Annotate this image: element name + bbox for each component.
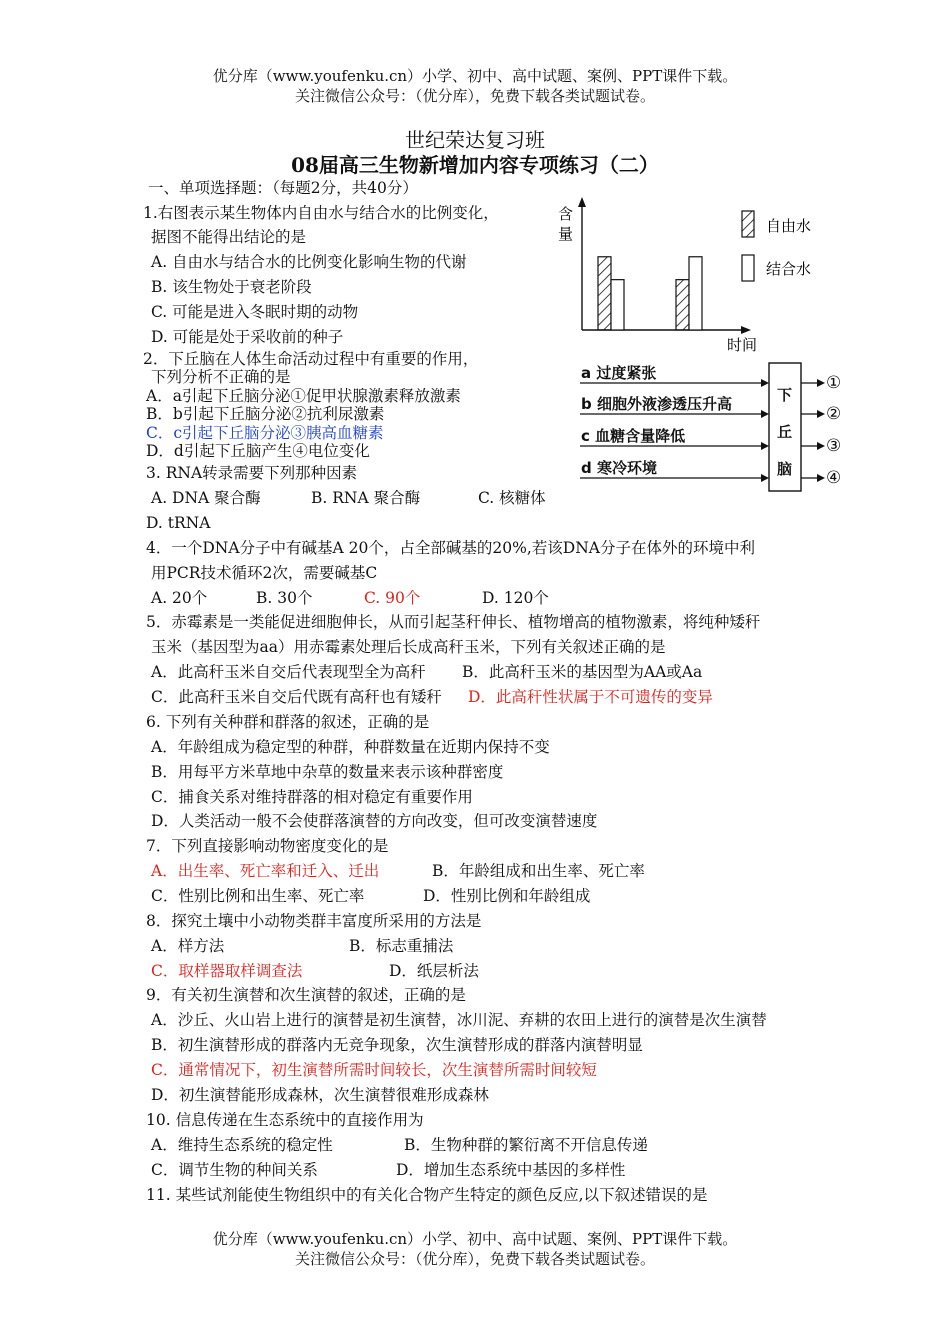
diagram-box-char-1: 下 <box>777 386 793 404</box>
q2-option-d: D．d引起下丘脑产生④电位变化 <box>146 442 370 460</box>
q9-option-a: A．沙丘、火山岩上进行的演替是初生演替，冰川泥、弃耕的农田上进行的演替是次生演替 <box>151 1011 767 1029</box>
water-ratio-chart <box>540 195 840 360</box>
diagram-box-char-3: 脑 <box>777 460 793 478</box>
q4-stem-2: 用PCR技术循环2次，需要碱基C <box>151 564 378 582</box>
legend-label-free-water: 自由水 <box>766 217 812 235</box>
q1-option-a: A. 自由水与结合水的比例变化影响生物的代谢 <box>151 253 467 271</box>
q5-option-d: D．此高秆性状属于不可遗传的变异 <box>468 688 713 706</box>
page-subtitle: 08届高三生物新增加内容专项练习（二） <box>291 153 659 177</box>
chart-ylabel-1: 含 <box>558 205 574 223</box>
q9-option-b: B．初生演替形成的群落内无竞争现象，次生演替形成的群落内演替明显 <box>151 1036 643 1054</box>
q5-stem-2: 玉米（基因型为aa）用赤霉素处理后长成高秆玉米，下列有关叙述正确的是 <box>151 638 666 656</box>
q6-option-b: B．用每平方米草地中杂草的数量来表示该种群密度 <box>151 763 504 781</box>
header-line-2: 关注微信公众号：（优分库），免费下载各类试题试卷。 <box>294 87 655 105</box>
diagram-input-a: a 过度紧张 <box>581 364 657 382</box>
q1-stem-1: 1.右图表示某生物体内自由水与结合水的比例变化， <box>143 204 499 222</box>
q3-option-b: B. RNA 聚合酶 <box>311 489 421 507</box>
q9-option-c: C．通常情况下，初生演替所需时间较长，次生演替所需时间较短 <box>151 1061 597 1079</box>
q5-option-a: A．此高秆玉米自交后代表现型全为高秆 <box>151 663 426 681</box>
q7-option-a: A．出生率、死亡率和迁入、迁出 <box>151 862 380 880</box>
bar-bound-water-1 <box>611 280 624 330</box>
q7-option-b: B．年龄组成和出生率、死亡率 <box>432 862 645 880</box>
q7-stem: 7．下列直接影响动物密度变化的是 <box>146 837 389 855</box>
q5-option-c: C．此高秆玉米自交后代既有高秆也有矮秆 <box>151 688 442 706</box>
diagram-box-char-2: 丘 <box>777 423 793 441</box>
q10-option-a: A．维持生态系统的稳定性 <box>151 1136 333 1154</box>
y-axis-arrow <box>578 197 586 207</box>
q5-option-b: B．此高秆玉米的基因型为AA或Aa <box>462 663 703 681</box>
q10-option-d: D．增加生态系统中基因的多样性 <box>396 1161 626 1179</box>
q8-option-b: B．标志重捕法 <box>349 937 454 955</box>
diagram-output-2: ② <box>826 404 842 424</box>
q3-stem: 3. RNA转录需要下列那种因素 <box>146 464 358 482</box>
bar-free-water-2 <box>676 280 689 330</box>
diagram-output-3: ③ <box>826 436 842 456</box>
q2-option-b: B．b引起下丘脑分泌②抗利尿激素 <box>146 405 385 423</box>
q9-option-d: D．初生演替能形成森林，次生演替很难形成森林 <box>151 1086 489 1104</box>
footer-line-2: 关注微信公众号：（优分库），免费下载各类试题试卷。 <box>294 1250 655 1268</box>
q4-option-b: B. 30个 <box>256 589 313 607</box>
q2-stem-2: 下列分析不正确的是 <box>151 368 291 386</box>
q9-stem: 9．有关初生演替和次生演替的叙述，正确的是 <box>146 986 466 1004</box>
legend-label-bound-water: 结合水 <box>766 260 812 278</box>
q7-option-c: C．性别比例和出生率、死亡率 <box>151 887 365 905</box>
diagram-output-4: ④ <box>826 468 842 488</box>
chart-ylabel-2: 量 <box>558 225 574 243</box>
q4-option-d: D. 120个 <box>482 589 549 607</box>
q7-option-d: D．性别比例和年龄组成 <box>423 887 591 905</box>
q1-stem-2: 据图不能得出结论的是 <box>151 228 307 246</box>
q1-option-b: B. 该生物处于衰老阶段 <box>151 278 312 296</box>
q8-option-c: C．取样器取样调查法 <box>151 962 303 980</box>
q2-option-a: A．a引起下丘脑分泌①促甲状腺激素释放激素 <box>146 387 461 405</box>
q11-stem: 11. 某些试剂能使生物组织中的有关化合物产生特定的颜色反应,以下叙述错误的是 <box>146 1186 708 1204</box>
q6-option-c: C．捕食关系对维持群落的相对稳定有重要作用 <box>151 788 473 806</box>
q1-option-d: D. 可能是处于采收前的种子 <box>151 328 344 346</box>
footer-line-1: 优分库（www.youfenku.cn）小学、初中、高中试题、案例、PPT课件下载。 <box>212 1230 738 1248</box>
page-title: 世纪荣达复习班 <box>405 128 545 152</box>
bar-free-water-1 <box>598 257 611 330</box>
q10-stem: 10. 信息传递在生态系统中的直接作用为 <box>146 1111 424 1129</box>
q5-stem-1: 5．赤霉素是一类能促进细胞伸长，从而引起茎秆伸长、植物增高的植物激素，将纯种矮秆 <box>146 613 761 631</box>
section-heading: 一、单项选择题：（每题2分，共40分） <box>148 179 418 197</box>
legend-swatch-bound-water <box>742 255 754 281</box>
q6-option-d: D．人类活动一般不会使群落演替的方向改变，但可改变演替速度 <box>151 812 598 830</box>
diagram-input-b: b 细胞外液渗透压升高 <box>581 395 732 413</box>
q6-option-a: A．年龄组成为稳定型的种群，种群数量在近期内保持不变 <box>151 738 550 756</box>
q4-option-a: A. 20个 <box>151 589 208 607</box>
q10-option-c: C．调节生物的种间关系 <box>151 1161 318 1179</box>
q8-option-d: D．纸层析法 <box>389 962 479 980</box>
q3-option-c: C. 核糖体 <box>478 489 546 507</box>
x-axis-arrow <box>741 326 751 334</box>
diagram-input-c: c 血糖含量降低 <box>581 427 686 445</box>
q2-stem-1: 2．下丘脑在人体生命活动过程中有重要的作用， <box>143 350 479 368</box>
diagram-output-1: ① <box>826 373 842 393</box>
q3-option-a: A. DNA 聚合酶 <box>151 489 261 507</box>
legend-swatch-free-water <box>742 211 754 237</box>
q4-stem-1: 4．一个DNA分子中有碱基A 20个，占全部碱基的20%,若该DNA分子在体外的环境中利 <box>146 539 755 557</box>
q6-stem: 6. 下列有关种群和群落的叙述，正确的是 <box>146 713 430 731</box>
q8-option-a: A．样方法 <box>151 937 225 955</box>
q2-option-c: C．c引起下丘脑分泌③胰高血糖素 <box>146 424 384 442</box>
bar-bound-water-2 <box>689 257 702 330</box>
q10-option-b: B．生物种群的繁衍离不开信息传递 <box>404 1136 648 1154</box>
chart-xlabel: 时间 <box>727 336 758 354</box>
header-line-1: 优分库（www.youfenku.cn）小学、初中、高中试题、案例、PPT课件下载。 <box>212 67 738 85</box>
diagram-input-d: d 寒冷环境 <box>581 459 657 477</box>
q8-stem: 8．探究土壤中小动物类群丰富度所采用的方法是 <box>146 912 482 930</box>
q1-option-c: C. 可能是进入冬眠时期的动物 <box>151 303 359 321</box>
q3-option-d: D. tRNA <box>146 514 211 532</box>
q4-option-c: C. 90个 <box>364 589 421 607</box>
